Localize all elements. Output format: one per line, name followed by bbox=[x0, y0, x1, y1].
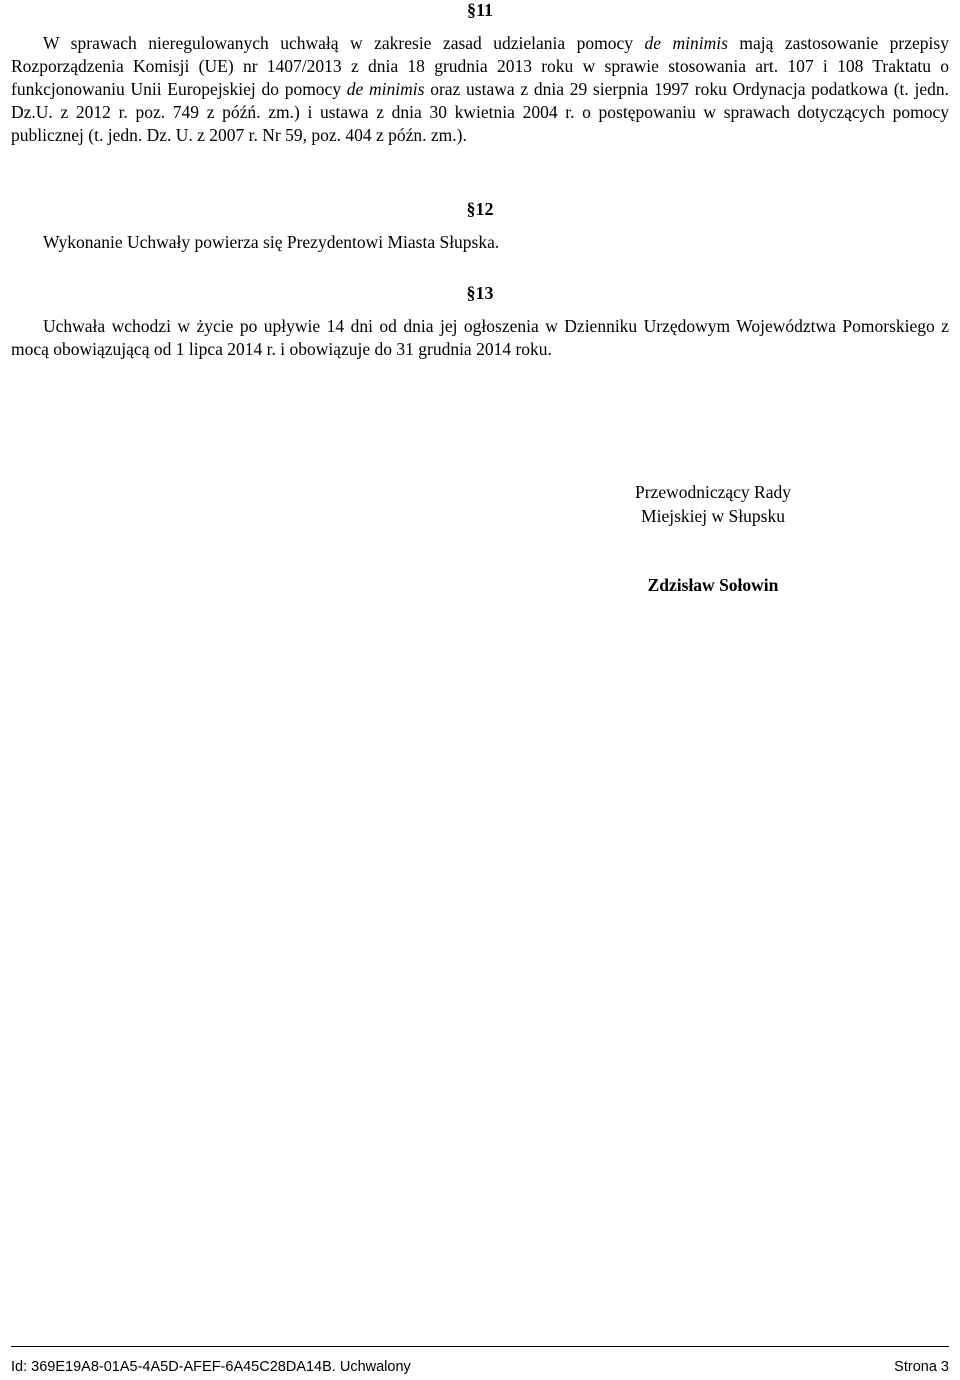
section-11-heading: §11 bbox=[466, 0, 493, 20]
signature-title-line1: Przewodniczący Rady bbox=[635, 482, 791, 502]
footer-page-number: Strona 3 bbox=[894, 1359, 949, 1375]
section-11-text-b: mają zastosowanie przepisy Rozporządzenia Komisji (UE) nr 1407/2013 z dnia 18 grudnia 2013 roku w sprawie stosowania art. 107 i 108 Traktatu o funkcjonowaniu Unii Europejskiej do pomocy bbox=[11, 33, 949, 99]
footer-document-id: Id: 369E19A8-01A5-4A5D-AFEF-6A45C28DA14B. Uchwalony bbox=[11, 1359, 411, 1375]
section-11-italic-1: de minimis bbox=[644, 33, 728, 53]
footer-divider bbox=[11, 1346, 949, 1347]
section-12-text: Wykonanie Uchwały powierza się Prezydentowi Miasta Słupska. bbox=[43, 232, 500, 252]
section-13-paragraph bbox=[11, 315, 949, 361]
section-11-text-a: W sprawach nieregulowanych uchwałą w zakresie zasad udzielania pomocy bbox=[43, 33, 645, 53]
section-11-italic-2: de minimis bbox=[346, 79, 425, 99]
signature-name: Zdzisław Sołowin bbox=[647, 575, 779, 595]
section-11-paragraph bbox=[11, 32, 949, 147]
section-12-paragraph bbox=[11, 231, 949, 254]
page-footer bbox=[11, 1359, 949, 1375]
section-13-heading: §13 bbox=[466, 283, 494, 303]
section-12-heading: §12 bbox=[466, 199, 494, 219]
signature-title-line2: Miejskiej w Słupsku bbox=[641, 506, 785, 526]
section-11-text-c: oraz ustawa z dnia 29 sierpnia 1997 roku Ordynacja podatkowa (t. jedn. Dz.U. z 2012 r. poz. 749 z późń. zm.) i ustawa z dnia 30 kwietnia 2004 r. o postępowaniu w sprawach dotyczących pomocy publicznej (t. jedn. Dz. U. z 2007 r. Nr 59, poz. 404 z późn. zm.). bbox=[11, 79, 949, 145]
section-13-text: Uchwała wchodzi w życie po upływie 14 dni od dnia jej ogłoszenia w Dzienniku Urzędowym Województwa Pomorskiego z mocą obowiązującą od 1 lipca 2014 r. i obowiązuje do 31 grudnia 2014 roku. bbox=[11, 316, 949, 359]
